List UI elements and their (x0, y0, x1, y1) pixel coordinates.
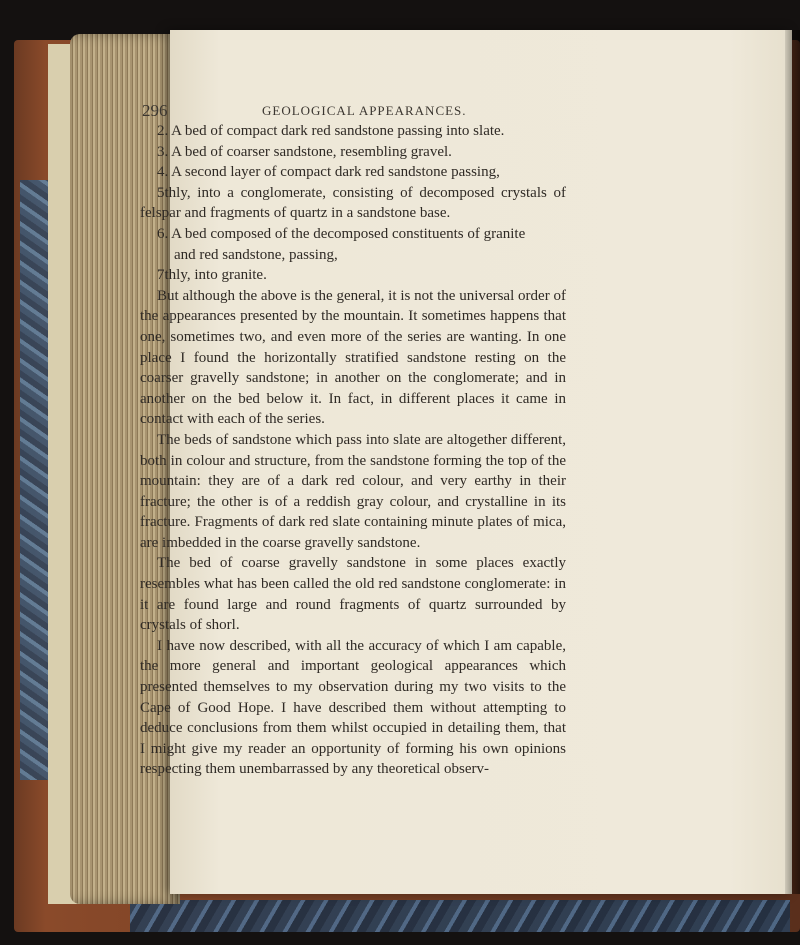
paragraph: 4. A second layer of compact dark red sandstone passing, (157, 164, 500, 181)
paragraph: But although the above is the general, it is not the universal order of the appearances presented by the mountain. It sometimes happens that one, sometimes two, and even more of the series are wanting. In one place I found the horizontally stratified sandstone resting on the coarser gravelly sandstone; in another on the conglomerate; and in another on the bed below it. In fact, in different places it came in contact with each of the series. (140, 287, 566, 428)
paragraph: 3. A bed of coarser sandstone, resembling gravel. (157, 143, 452, 160)
running-head: GEOLOGICAL APPEARANCES. (262, 103, 467, 118)
body-text (140, 121, 566, 780)
paragraph: 7thly, into granite. (157, 267, 267, 284)
paragraph: I have now described, with all the accuracy of which I am capable, the more general and important geological appearances which presented themselves to my observation during my two visits to the Cape of Good Hope. I have described them without attempting to deduce conclusions from them whilst occupied in detailing them, that I might give my reader an opportunity of forming his own opinions respecting them unembarrassed by any theoretical observ- (140, 637, 566, 778)
paragraph: 5thly, into a conglomerate, consisting of decomposed crystals of felspar and fragments of quartz in a sandstone base. (140, 184, 566, 222)
paragraph: The bed of coarse gravelly sandstone in some places exactly resembles what has been called the old red sandstone conglomerate: in it are found large and round fragments of quartz surrounded by crystals of shorl. (140, 555, 566, 634)
marbled-edge-bottom (130, 900, 790, 932)
paragraph-continuation: and red sandstone, passing, (174, 246, 338, 263)
paragraph: The beds of sandstone which pass into slate are altogether different, both in colour and structure, from the sandstone forming the top of the mountain: they are of a dark red colour, and very earthy in their fracture; the other is of a reddish gray colour, and crystalline in its fracture. Fragments of dark red slate containing minute plates of mica, are imbedded in the coarse gravelly sandstone. (140, 431, 566, 551)
paragraph: 6. A bed composed of the decomposed constituents of granite (157, 225, 526, 242)
gutter-shadow (785, 30, 800, 894)
page-number: 296 (142, 101, 168, 120)
paragraph: 2. A bed of compact dark red sandstone passing into slate. (157, 123, 505, 139)
page-header (142, 101, 612, 123)
